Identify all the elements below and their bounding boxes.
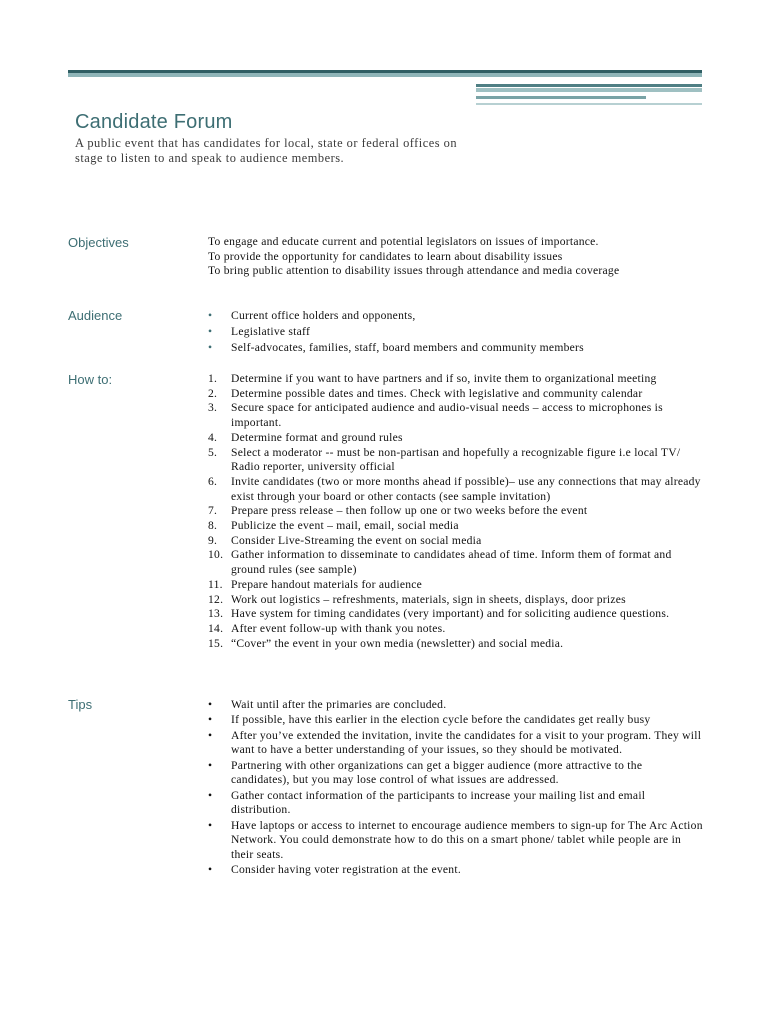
list-item: • Wait until after the primaries are concluded.	[208, 698, 447, 711]
list-item: 12. Work out logistics – refreshments, materials, sign in sheets, displays, door prizes	[208, 592, 626, 606]
objective-line: To bring public attention to disability issues through attendance and media coverage	[208, 264, 620, 278]
list-item: 8. Publicize the event – mail, email, social media	[208, 519, 459, 533]
list-item: • Legislative staff	[208, 325, 311, 338]
header-accent-bar	[476, 96, 646, 99]
list-item: • Gather contact information of the participants to increase your mailing list and email distribution.	[208, 788, 646, 817]
list-item: 11. Prepare handout materials for audience	[208, 577, 423, 591]
objective-line: To engage and educate current and potential legislators on issues of importance.	[208, 235, 599, 248]
howto-label: How to:	[68, 372, 113, 387]
list-item: • Current office holders and opponents,	[208, 309, 416, 322]
bullet-icon: •	[208, 325, 213, 338]
page-subtitle: A public event that has candidates for local, state or federal offices on stage to listen to and speak to audience members.	[75, 136, 458, 165]
objective-line: To provide the opportunity for candidates to learn about disability issues	[208, 249, 563, 263]
tips-list	[208, 698, 704, 879]
bullet-icon: •	[208, 698, 213, 711]
list-item: • If possible, have this earlier in the election cycle before the candidates get really busy	[208, 713, 651, 727]
list-item: • Have laptops or access to internet to encourage audience members to sign-up for The Arc Action Network. You could demonstrate how to do this on a smart phone/ tablet while people are in their seats.	[208, 818, 703, 861]
bullet-icon: •	[208, 309, 213, 322]
bullet-icon: •	[208, 728, 213, 742]
list-item: 6. Invite candidates (two or more months ahead if possible)– use any connections that may already exist through your board or other contacts (see sample invitation)	[208, 474, 701, 503]
objectives-text	[208, 235, 708, 279]
bullet-icon: •	[208, 818, 213, 832]
objectives-label: Objectives	[68, 235, 129, 250]
list-item: 5. Select a moderator -- must be non-partisan and hopefully a recognizable figure i.e local TV/ Radio reporter, university official	[208, 445, 681, 474]
list-item: 13. Have system for timing candidates (very important) and for soliciting audience questions.	[208, 607, 670, 621]
list-item: 4. Determine format and ground rules	[208, 430, 403, 444]
header-accent-bar	[476, 84, 702, 87]
list-item: 3. Secure space for anticipated audience and audio-visual needs – access to microphones is important.	[208, 401, 663, 430]
bullet-icon: •	[208, 341, 213, 354]
tips-label: Tips	[68, 697, 93, 712]
header-accent-bar	[476, 103, 702, 105]
list-item: 1. Determine if you want to have partners and if so, invite them to organizational meeting	[208, 372, 657, 385]
list-item: • After you’ve extended the invitation, invite the candidates for a visit to your program. They will want to have a better understanding of your issues, so they should be motivated.	[208, 728, 702, 757]
audience-list	[208, 309, 704, 357]
list-item: • Partnering with other organizations can get a bigger audience (more attractive to the candidates), but you may lose control of what issues are addressed.	[208, 758, 643, 787]
list-item: 9. Consider Live-Streaming the event on social media	[208, 533, 482, 547]
list-item: • Consider having voter registration at the event.	[208, 863, 461, 877]
bullet-icon: •	[208, 788, 213, 802]
list-item: 10. Gather information to disseminate to candidates ahead of time. Inform them of format and ground rules (see sample)	[208, 548, 672, 577]
bullet-icon: •	[208, 713, 213, 727]
bullet-icon: •	[208, 758, 213, 772]
header-rule-light	[68, 73, 702, 77]
page-title: Candidate Forum	[75, 111, 233, 133]
list-item: 14. After event follow-up with thank you notes.	[208, 621, 446, 635]
header-accent-bar	[476, 88, 702, 92]
list-item: 15. “Cover” the event in your own media (newsletter) and social media.	[208, 636, 564, 650]
audience-label: Audience	[68, 308, 123, 323]
howto-steps	[208, 372, 704, 651]
bullet-icon: •	[208, 863, 213, 877]
list-item: 7. Prepare press release – then follow up one or two weeks before the event	[208, 504, 588, 518]
list-item: 2. Determine possible dates and times. Check with legislative and community calendar	[208, 386, 643, 400]
list-item: • Self-advocates, families, staff, board members and community members	[208, 341, 584, 354]
